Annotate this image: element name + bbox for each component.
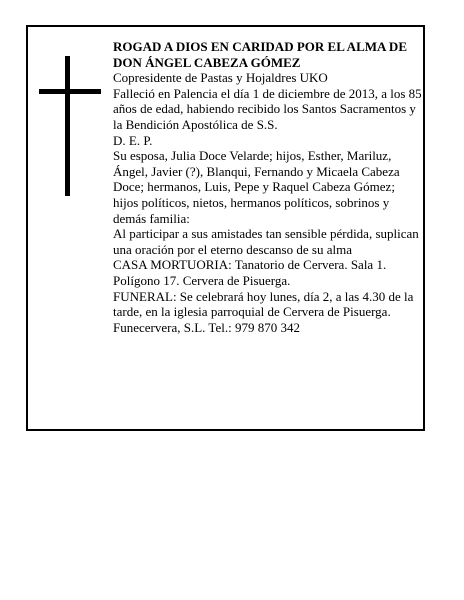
death-info: Falleció en Palencia el día 1 de diciembre de 2013, a los 85 años de edad, habiendo recibido los Santos Sacramentos y la Bendición Apostólica de S.S. (113, 85, 422, 132)
cross-horizontal-bar (39, 89, 101, 94)
cross-vertical-bar (65, 56, 70, 196)
mortuary-info: CASA MORTUORIA: Tanatorio de Cervera. Sala 1. Polígono 17. Cervera de Pisuerga. (113, 257, 387, 288)
deceased-name: DON ÁNGEL CABEZA GÓMEZ (113, 54, 301, 70)
latin-cross-icon (39, 56, 101, 196)
funeral-info: FUNERAL: Se celebrará hoy lunes, día 2, a las 4.30 de la tarde, en la iglesia parroquial de Cervera de Pisuerga. (113, 288, 414, 320)
prayer-request: Al participar a sus amistades tan sensible pérdida, suplican una oración por el eterno descanso de su alma (113, 226, 419, 257)
rest-in-peace: D. E. P. (113, 132, 153, 148)
deceased-position: Copresidente de Pastas y Hojaldres UKO (113, 70, 328, 86)
obituary-text (113, 39, 423, 335)
family-list: Su esposa, Julia Doce Velarde; hijos, Esther, Mariluz, Ángel, Javier (?), Blanqui, Fernando y Micaela Cabeza Doce; hermanos, Luis, Pepe y Raquel Cabeza Gómez; hijos políticos, nietos, hermanos políticos, sobrinos y demás familia: (113, 148, 400, 226)
heading-line-1: ROGAD A DIOS EN CARIDAD POR EL ALMA DE (113, 39, 407, 54)
funeral-home-contact: Funecervera, S.L. Tel.: 979 870 342 (113, 319, 300, 335)
